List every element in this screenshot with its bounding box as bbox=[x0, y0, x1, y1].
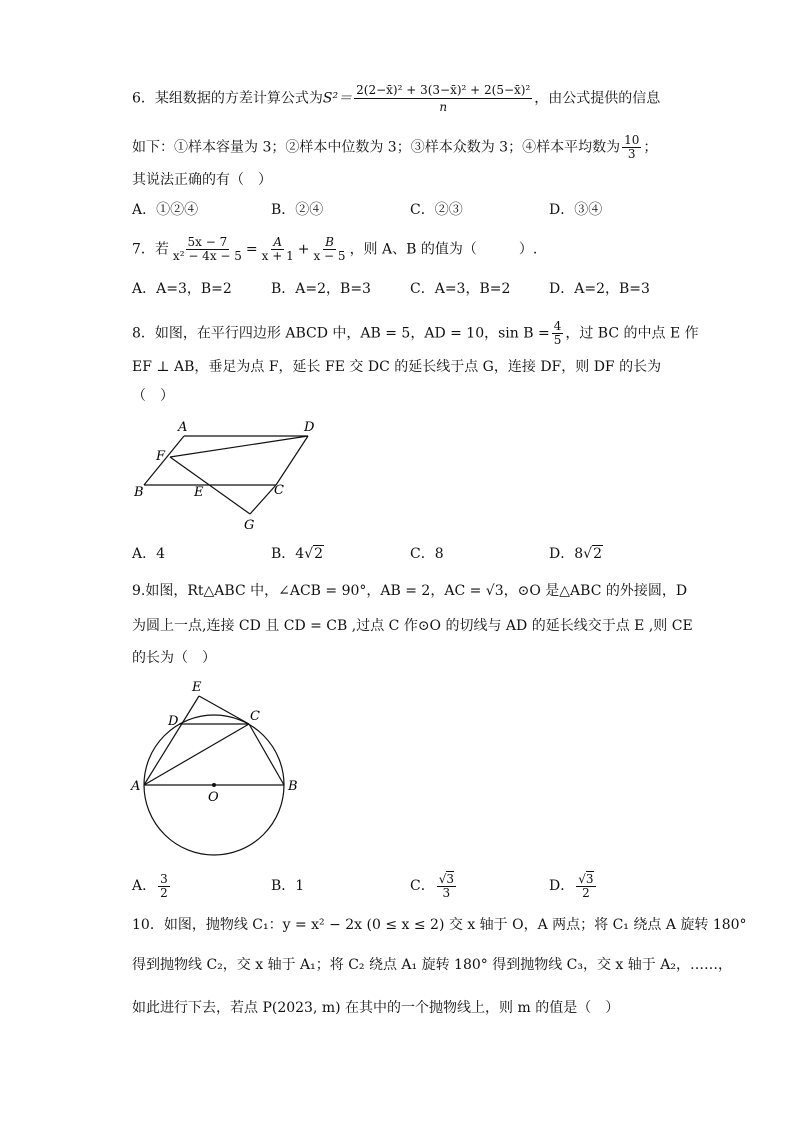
q9-label-c: C bbox=[250, 709, 260, 724]
q6-average-fraction bbox=[622, 134, 641, 161]
q7-f2-num: A bbox=[273, 235, 283, 249]
q9-option-c-fraction bbox=[437, 873, 456, 900]
q9-option-d-den: 2 bbox=[582, 885, 590, 900]
q8-sin-den: 5 bbox=[553, 333, 562, 347]
q8-label-e: E bbox=[194, 485, 204, 500]
q7-f2-den: x + 1 bbox=[261, 249, 294, 263]
q8-label-c: C bbox=[274, 483, 284, 498]
q8-option-c[interactable]: C．8 bbox=[410, 546, 444, 562]
q9-option-d-num: √3 bbox=[578, 871, 594, 886]
q6-formula-fraction bbox=[354, 82, 532, 115]
q6-option-b[interactable]: B．②④ bbox=[271, 202, 324, 218]
q9-label-d: D bbox=[168, 714, 179, 729]
q6-avg-den: 3 bbox=[627, 147, 636, 161]
q9-option-b[interactable] bbox=[271, 872, 304, 900]
q8-option-d-text: D．8 bbox=[549, 546, 584, 562]
q7-fraction-3 bbox=[311, 236, 347, 263]
q9-option-d[interactable] bbox=[549, 872, 598, 900]
q9-option-c-num: √3 bbox=[438, 871, 455, 886]
q7-option-d[interactable]: D．A=2，B=3 bbox=[549, 281, 650, 297]
q8-parallelogram-figure bbox=[130, 418, 330, 534]
q7-tail: ，则 A、B 的值为（ ）. bbox=[349, 241, 538, 258]
q9-option-c[interactable] bbox=[410, 872, 458, 900]
q7-f3-den: x − 5 bbox=[313, 249, 346, 263]
q7-option-b[interactable]: B．A=2，B=3 bbox=[271, 281, 371, 297]
q6-option-d[interactable]: D．③④ bbox=[549, 202, 603, 218]
q9-label-a: A bbox=[131, 779, 141, 794]
q8-options bbox=[132, 544, 692, 564]
q6-s2: S²＝ bbox=[322, 90, 353, 107]
q8-option-b-text: B．4 bbox=[271, 546, 305, 562]
q6-option-a[interactable]: A．①②④ bbox=[132, 202, 199, 218]
q8-line2: EF ⊥ AB，垂足为点 F，延长 FE 交 DC 的延长线于点 G，连接 DF，则 DF 的长为 bbox=[132, 359, 662, 375]
q9-label-e: E bbox=[192, 680, 202, 695]
q9-option-b-prefix: B． bbox=[271, 878, 296, 894]
q7-fraction-1 bbox=[171, 236, 244, 263]
q9-line1: 9.如图，Rt△ABC 中，∠ACB = 90°，AB = 2，AC = √3，⊙O 是△ABC 的外接圆，D bbox=[132, 583, 688, 599]
q9-label-o: O bbox=[208, 790, 219, 805]
q8-sin-num: 4 bbox=[553, 319, 562, 333]
q8-sin-fraction bbox=[552, 320, 564, 347]
q8-option-b-sqrt: √2 bbox=[304, 546, 324, 562]
q9-option-c-den: 3 bbox=[442, 885, 451, 900]
q8-label-g: G bbox=[244, 518, 255, 533]
q8-label-a: A bbox=[178, 420, 188, 435]
q8-option-b-radicand: 2 bbox=[314, 546, 324, 562]
q9-option-c-prefix: C． bbox=[410, 878, 435, 894]
q9-option-d-prefix: D． bbox=[549, 878, 575, 894]
q9-options bbox=[132, 872, 692, 900]
q8-line1 bbox=[132, 320, 699, 347]
q8-line1-end: ，过 BC 的中点 E 作 bbox=[565, 325, 699, 342]
q6-line2-text: 如下：①样本容量为 3；②样本中位数为 3；③样本众数为 3；④样本平均数为 bbox=[132, 139, 621, 156]
q8-option-d-sqrt: √2 bbox=[583, 546, 602, 562]
q8-option-a[interactable]: A．4 bbox=[132, 546, 166, 562]
q9-label-b: B bbox=[288, 779, 298, 794]
q8-label-b: B bbox=[134, 485, 144, 500]
q6-options bbox=[132, 200, 692, 220]
q8-option-b[interactable] bbox=[271, 544, 324, 564]
q9-center-dot bbox=[212, 783, 216, 787]
q8-label-d: D bbox=[304, 420, 315, 435]
q6-line2-end: ； bbox=[643, 139, 658, 156]
q10-line3: 如此进行下去，若点 P(2023, m) 在其中的一个抛物线上，则 m 的值是（ ） bbox=[132, 1000, 620, 1016]
q8-option-d-radicand: 2 bbox=[593, 546, 602, 562]
q6-line2 bbox=[132, 134, 657, 161]
q9-option-a-num: 3 bbox=[160, 871, 168, 886]
q9-option-c-radicand: 3 bbox=[446, 871, 455, 886]
q9-option-d-radicand: 3 bbox=[585, 871, 594, 886]
q7-options bbox=[132, 279, 692, 299]
q7-fraction-2 bbox=[260, 236, 296, 263]
q8-line1-text: 8．如图，在平行四边形 ABCD 中，AB = 5，AD = 10，sin B = bbox=[132, 325, 550, 342]
q7-option-c[interactable]: C．A=3，B=2 bbox=[410, 281, 511, 297]
q6-formula-denominator: n bbox=[439, 100, 448, 114]
q7-f1-num: 5x − 7 bbox=[187, 235, 228, 249]
q7-plus: + bbox=[297, 241, 310, 258]
q9-option-a-den: 2 bbox=[160, 885, 168, 900]
q7-f1-den: x² − 4x − 5 bbox=[172, 249, 242, 263]
q10-line2: 得到抛物线 C₂，交 x 轴于 A₁；将 C₂ 绕点 A₁ 旋转 180° 得到抛物线 C₃，交 x 轴于 A₂，……， bbox=[132, 957, 732, 973]
q9-line3: 的长为（ ） bbox=[132, 650, 216, 666]
q9-line2: 为圆上一点,连接 CD 且 CD = CB ,过点 C 作⊙O 的切线与 AD 的延长线交于点 E ,则 CE bbox=[132, 618, 693, 634]
q6-formula-numerator: 2(2−x̄)² + 3(3−x̄)² + 2(5−x̄)² bbox=[356, 83, 531, 97]
q8-label-f: F bbox=[156, 449, 166, 464]
q7-equals: = bbox=[245, 241, 258, 258]
q9-option-d-fraction bbox=[576, 873, 595, 900]
q10-line1: 10．如图，抛物线 C₁：y = x² − 2x (0 ≤ x ≤ 2) 交 x 轴于 O，A 两点；将 C₁ 绕点 A 旋转 180° bbox=[132, 917, 747, 933]
q7-line1 bbox=[132, 236, 537, 263]
q9-option-a[interactable] bbox=[132, 872, 172, 900]
q6-avg-num: 10 bbox=[624, 133, 640, 147]
q9-option-b-value: 1 bbox=[295, 878, 305, 894]
q7-f3-num: B bbox=[325, 235, 334, 249]
q9-circle-figure bbox=[126, 676, 306, 866]
q6-tail: ，由公式提供的信息 bbox=[534, 90, 661, 107]
q6-lead: 6．某组数据的方差计算公式为 bbox=[132, 90, 323, 107]
q6-line1 bbox=[132, 82, 660, 115]
q9-option-a-prefix: A． bbox=[132, 878, 157, 894]
q8-line3: （ ） bbox=[132, 388, 174, 404]
q9-option-a-fraction bbox=[158, 873, 170, 900]
q6-line3: 其说法正确的有（ ） bbox=[132, 172, 272, 188]
q7-lead: 7．若 bbox=[132, 241, 169, 258]
q6-option-c[interactable]: C．②③ bbox=[410, 202, 463, 218]
q8-option-d[interactable] bbox=[549, 544, 603, 564]
q7-option-a[interactable]: A．A=3，B=2 bbox=[132, 281, 232, 297]
